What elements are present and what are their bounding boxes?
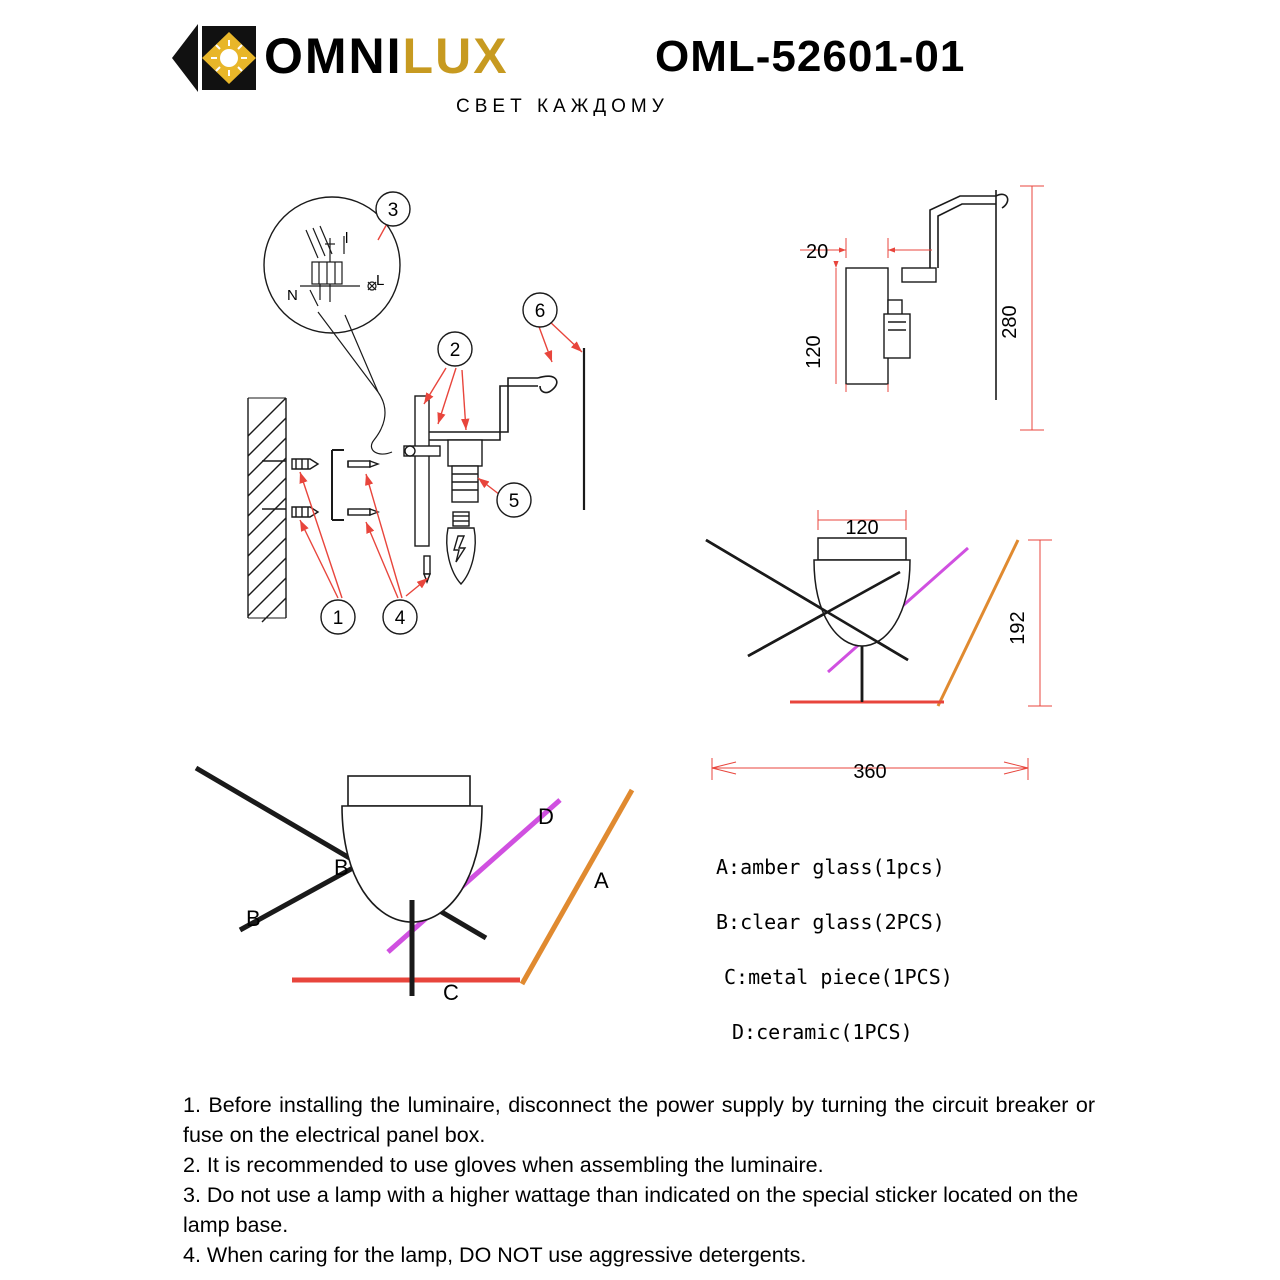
wire-label-neutral: N [287,287,298,304]
dimension-192: 192 [1007,611,1029,645]
instruction-4: 4. When caring for the lamp, DO NOT use aggressive detergents. [183,1243,807,1267]
dimension-360: 360 [853,761,887,783]
callout-6-label: 6 [534,301,546,322]
wire-label-earth: l [345,230,349,247]
dimension-280: 280 [999,305,1021,339]
dimension-20: 20 [806,241,829,263]
logo-omni-text: OMNI [264,28,403,84]
instruction-3: 3. Do not use a lamp with a higher wattage than indicated on the special sticker located on the lamp base. [183,1183,1079,1237]
callout-5-label: 5 [508,491,520,512]
logo-tagline: СВЕТ КАЖДОМУ [456,96,669,117]
part-label-a: A [594,868,609,893]
parts-list-item-c: C:metal piece(1PCS) [724,965,953,989]
part-label-b2: B [246,906,261,931]
instructions-block [183,1090,1095,1270]
model-code: OML-52601-01 [655,32,966,81]
wire-label-live: L [376,272,385,289]
part-label-c: C [443,980,459,1005]
callout-4-label: 4 [394,608,406,629]
part-label-b1: B [334,855,349,880]
instruction-2: 2. It is recommended to use gloves when assembling the luminaire. [183,1153,824,1177]
parts-list-item-a: A:amber glass(1pcs) [716,855,945,879]
parts-list [716,840,1036,1060]
parts-list-item-d: D:ceramic(1PCS) [732,1020,913,1044]
dimension-120-height: 120 [803,335,825,369]
instruction-1: 1. Before installing the luminaire, disconnect the power supply by turning the circuit breaker or fuse on the electrical panel box. [183,1093,1095,1147]
dimension-120-width: 120 [845,517,879,539]
callout-2-label: 2 [449,340,461,361]
callout-1-label: 1 [332,608,344,629]
logo-lux-text: LUX [402,28,509,84]
part-label-d: D [538,804,554,829]
parts-list-item-b: B:clear glass(2PCS) [716,910,945,934]
callout-3-label: 3 [387,200,399,221]
